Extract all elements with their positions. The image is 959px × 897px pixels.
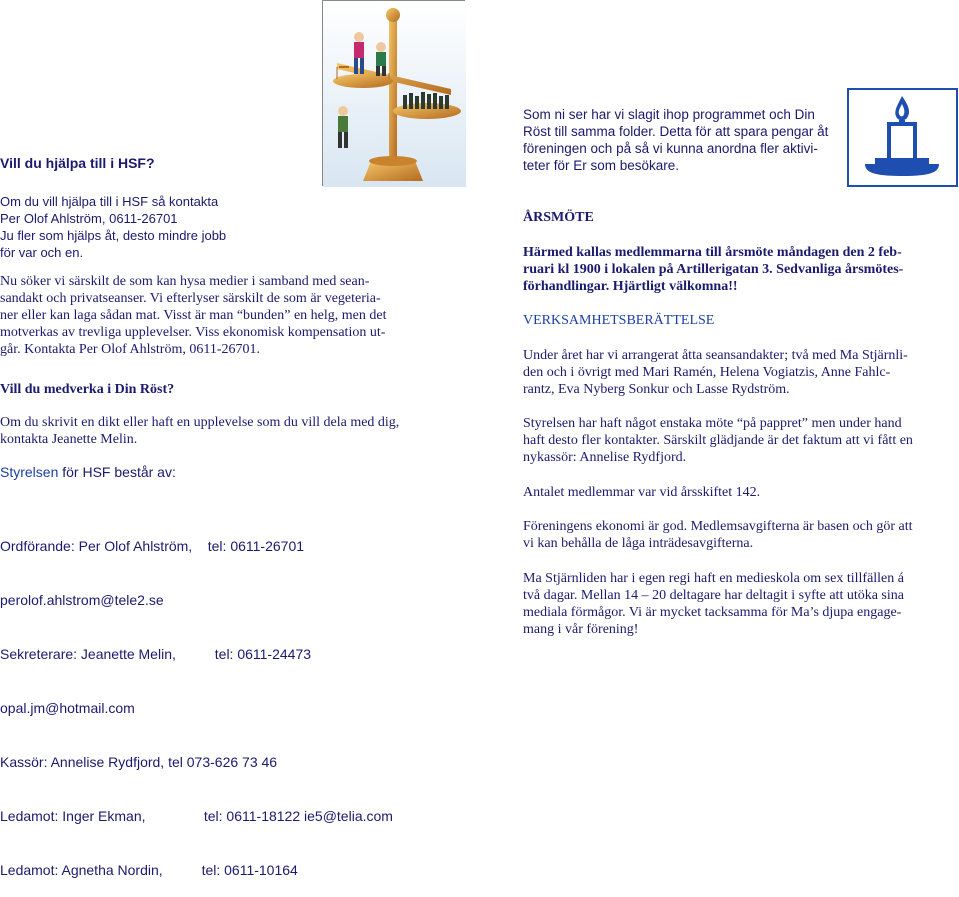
text-line: den och i övrigt med Mari Ramén, Helena Vogiatzis, Anne Fahlc- [523, 365, 891, 380]
text-line: Under året har vi arrangerat åtta seansandakter; två med Ma Stjärnli- [523, 348, 908, 363]
text-line: Föreningens ekonomi är god. Medlemsavgifterna är basen och gör att [523, 519, 913, 534]
text-line: vi kan behålla de låga inträdesavgifterna. [523, 536, 754, 551]
text-line: för var och en. [0, 245, 84, 260]
text-line: ner eller kan laga sådan mat. Visst är man “bunden” en helg, men det [0, 308, 387, 323]
text-line: Ma Stjärnliden har i egen regi haft en medieskola om sex tillfällen á [523, 571, 904, 586]
text-line: teter för Er som besökare. [523, 158, 680, 173]
text-line: motverkas av trevliga upplevelser. Viss ekonomisk kompensation ut- [0, 325, 386, 340]
board-intro [0, 464, 176, 481]
heading-help-hsf: Vill du hjälpa till i HSF? [0, 155, 155, 171]
verksamhet-para-5 [523, 570, 904, 638]
verksamhet-para-3 [523, 484, 760, 501]
text-line: Om du vill hjälpa till i HSF så kontakta [0, 194, 219, 209]
contact-chair: Ordförande: Per Olof Ahlström, tel: 0611-26701 [0, 538, 305, 554]
arsmote-heading: ÅRSMÖTE [523, 210, 594, 225]
verksamhet-para-4 [523, 518, 913, 552]
board-contacts [0, 501, 393, 897]
arsmote-text [523, 244, 903, 295]
heading-contribute: Vill du medverka i Din Röst? [0, 382, 175, 397]
scale-illustration [322, 0, 465, 186]
text-line: Ju fler som hjälps åt, desto mindre jobb [0, 228, 227, 243]
text-line: Om du skrivit en dikt eller haft en upplevelse som du vill dela med dig, [0, 415, 400, 430]
text-line: nykassör: Annelise Rydfjord. [523, 450, 687, 465]
board-intro-rest: för HSF består av: [58, 464, 176, 480]
text-line: föreningen och på så vi kunna anordna fler aktivi- [523, 141, 818, 156]
para-contribute [0, 414, 399, 448]
verksamhet-heading: VERKSAMHETSBERÄTTELSE [523, 313, 715, 328]
contact-secretary: Sekreterare: Jeanette Melin, tel: 0611-24473 [0, 646, 312, 662]
text-line: haft desto fler kontakter. Särskilt glädjande är det faktum att vi fått en [523, 433, 913, 448]
contact-email[interactable]: perolof.ahlstrom@tele2.se [0, 592, 164, 608]
intro-paragraph [523, 106, 828, 174]
text-line: rantz, Eva Nyberg Sonkur och Lasse Rydström. [523, 382, 790, 397]
text-line: Härmed kallas medlemmarna till årsmöte måndagen den 2 feb- [523, 245, 902, 260]
text-line: Styrelsen har haft något enstaka möte “på pappret” men under hand [523, 416, 902, 431]
contact-member: Ledamot: Agnetha Nordin, tel: 0611-10164 [0, 862, 298, 878]
text-line: Som ni ser har vi slagit ihop programmet och Din [523, 107, 815, 122]
text-line: två dagar. Mellan 14 – 20 deltagare har deltagit i syfte att utöka sina [523, 588, 904, 603]
contact-email[interactable]: opal.jm@hotmail.com [0, 700, 135, 716]
text-line: Antalet medlemmar var vid årsskiftet 142. [523, 485, 761, 500]
candle-icon [847, 88, 958, 187]
contact-treasurer: Kassör: Annelise Rydfjord, tel 073-626 73 46 [0, 754, 278, 770]
text-line: går. Kontakta Per Olof Ahlström, 0611-26701. [0, 342, 261, 357]
verksamhet-para-1 [523, 347, 908, 398]
text-line: sandakt och privatseanser. Vi efterlyser särskilt de som är vegeteria- [0, 291, 381, 306]
text-line: förhandlingar. Hjärtligt välkomna!! [523, 279, 738, 294]
verksamhet-para-2 [523, 415, 913, 466]
text-line: Per Olof Ahlström, 0611-26701 [0, 211, 178, 226]
text-line: Röst till samma folder. Detta för att spara pengar åt [523, 124, 829, 139]
para-seeking-hosts [0, 273, 386, 358]
text-line: mediala förmågor. Vi är mycket tacksamma för Ma’s djupa engage- [523, 605, 902, 620]
text-line: Nu söker vi särskilt de som kan hysa medier i samband med sean- [0, 274, 370, 289]
contact-member: Ledamot: Inger Ekman, tel: 0611-18122 ie5@telia.com [0, 808, 393, 824]
board-intro-bold: Styrelsen [0, 464, 59, 480]
text-line: ruari kl 1900 i lokalen på Artillerigatan 3. Sedvanliga årsmötes- [523, 262, 904, 277]
text-line: mang i vår förening! [523, 622, 639, 637]
text-line: kontakta Jeanette Melin. [0, 432, 138, 447]
para-help-contact [0, 193, 226, 261]
